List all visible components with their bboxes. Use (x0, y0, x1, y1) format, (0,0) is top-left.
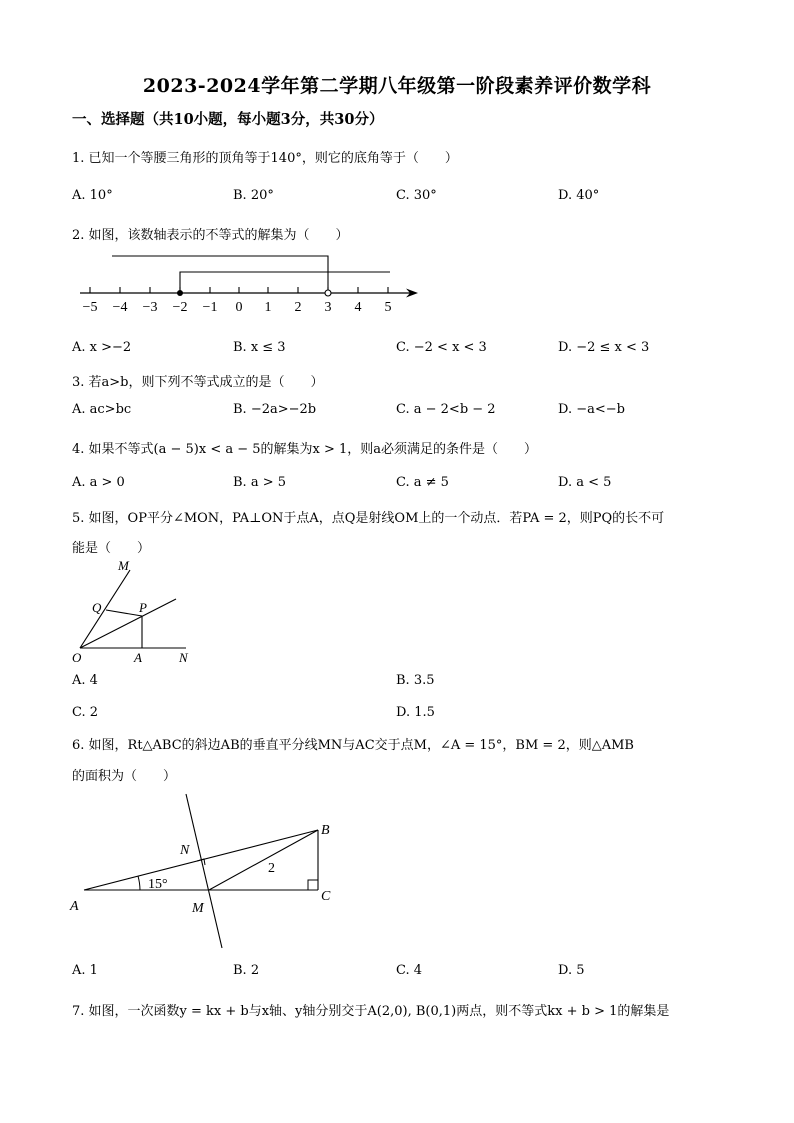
question-5-option-d: D. 1.5 (396, 705, 435, 720)
question-3-option-b: B. −2a>−2b (233, 402, 317, 417)
question-6-option-a: A. 1 (72, 963, 98, 978)
label-m: M (118, 558, 129, 573)
question-4-option-a: A. a > 0 (72, 475, 125, 490)
question-3-option-d: D. −a<−b (558, 402, 625, 417)
tick-label: −5 (82, 300, 98, 315)
question-3-option-a: A. ac>bc (72, 402, 132, 417)
tick-label: −4 (112, 300, 128, 315)
label-o: O (72, 650, 82, 665)
question-1-option-a: A. 10° (72, 188, 113, 203)
question-1-stem: 1. 已知一个等腰三角形的顶角等于140°，则它的底角等于（ ） (72, 151, 458, 166)
question-3-option-c: C. a − 2<b − 2 (396, 402, 496, 417)
question-6-stem-line2: 的面积为（ ） (72, 769, 177, 784)
tick-label: −3 (142, 300, 158, 315)
label-b: B (321, 823, 330, 838)
angle-bisector-figure (68, 556, 208, 668)
tick-label: −1 (202, 300, 218, 315)
right-triangle-figure (68, 790, 348, 950)
label-length-2: 2 (268, 861, 275, 876)
question-4-option-b: B. a > 5 (233, 475, 286, 490)
question-1-option-d: D. 40° (558, 188, 600, 203)
label-a: A (70, 899, 79, 914)
question-2-option-a: A. x >−2 (72, 340, 132, 355)
page-title: 2023-2024学年第二学期八年级第一阶段素养评价数学科 (142, 75, 652, 97)
label-p: P (139, 600, 147, 615)
question-5-option-a: A. 4 (72, 673, 98, 688)
section-heading: 一、选择题（共10小题，每小题3分，共30分） (72, 111, 384, 128)
question-2-option-c: C. −2 < x < 3 (396, 340, 487, 355)
label-n: N (180, 843, 190, 858)
question-3-stem: 3. 若a>b，则下列不等式成立的是（ ） (72, 375, 324, 390)
question-4-stem: 4. 如果不等式(a − 5)x < a − 5的解集为x > 1，则a必须满足的条件是（ ） (72, 442, 538, 457)
question-4-option-c: C. a ≠ 5 (396, 475, 449, 490)
tick-label: −2 (172, 300, 188, 315)
open-dot (325, 290, 331, 296)
question-2-stem: 2. 如图，该数轴表示的不等式的解集为（ ） (72, 228, 349, 243)
question-1-option-c: C. 30° (396, 188, 437, 203)
question-6-option-b: B. 2 (233, 963, 260, 978)
question-5-stem-line2: 能是（ ） (72, 541, 151, 556)
tick-label: 4 (354, 300, 362, 315)
question-2-option-b: B. x ≤ 3 (233, 340, 286, 355)
number-line-figure (72, 244, 432, 324)
solution-ray-left (112, 256, 328, 293)
label-c: C (321, 889, 331, 904)
question-5-stem-line1: 5. 如图，OP平分∠MON，PA⊥ON于点A，点Q是射线OM上的一个动点．若PA = 2，则PQ的长不可 (72, 511, 665, 526)
question-5-option-c: C. 2 (72, 705, 99, 720)
question-2-option-d: D. −2 ≤ x < 3 (558, 340, 650, 355)
label-m: M (192, 901, 204, 916)
tick-label: 2 (294, 300, 302, 315)
question-6-option-d: D. 5 (558, 963, 585, 978)
tick-label: 1 (264, 300, 272, 315)
tick-label: 3 (324, 300, 332, 315)
question-7-stem: 7. 如图，一次函数y = kx + b与x轴、y轴分别交于A(2,0), B(0,1)两点，则不等式kx + b > 1的解集是 (72, 1004, 670, 1019)
label-n: N (179, 650, 188, 665)
question-6-option-c: C. 4 (396, 963, 423, 978)
question-4-option-d: D. a < 5 (558, 475, 612, 490)
question-6-stem-line1: 6. 如图，Rt△ABC的斜边AB的垂直平分线MN与AC交于点M，∠A = 15°，BM = 2，则△AMB (72, 738, 634, 753)
tick-label: 0 (235, 300, 243, 315)
closed-dot (177, 290, 183, 296)
label-a: A (134, 650, 142, 665)
question-1-option-b: B. 20° (233, 188, 274, 203)
tick-label: 5 (384, 300, 392, 315)
question-5-option-b: B. 3.5 (396, 673, 435, 688)
label-q: Q (92, 600, 102, 615)
label-angle: 15° (148, 877, 168, 892)
